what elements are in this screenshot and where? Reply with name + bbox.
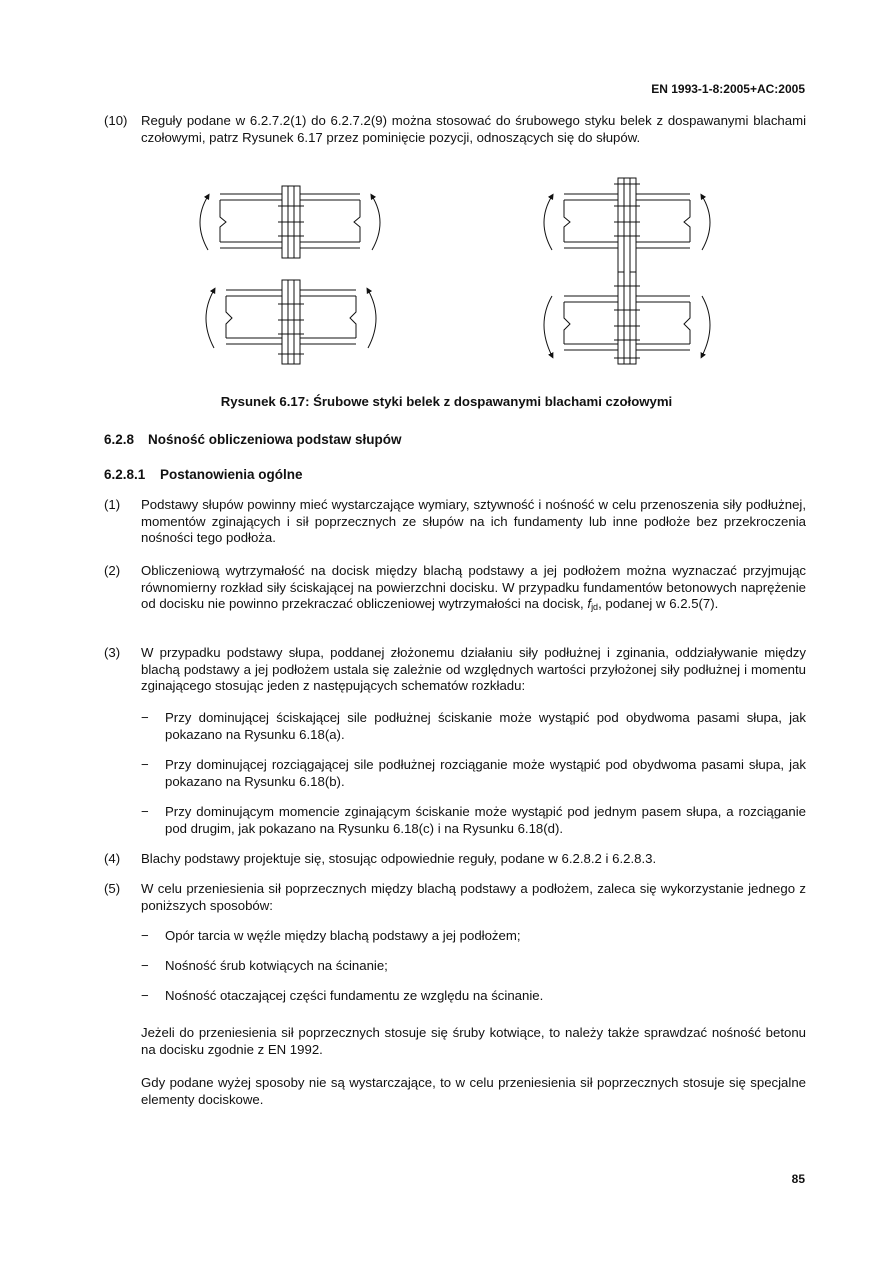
list-item: − Przy dominującej ściskającej sile podłużnej ściskanie może wystąpić pod obydwoma pasami słupa, jak pokazano na Rysunku 6.18(a). <box>141 710 806 742</box>
page-number: 85 <box>791 1172 805 1186</box>
paragraph-5 <box>104 881 806 914</box>
paragraph-number: (1) <box>104 497 121 512</box>
paragraph-text: W przypadku podstawy słupa, poddanej złożonemu działaniu siły podłużnej i zginania, oddziaływanie między blachą podstawy a jej podłożem ustala się zależnie od względnych wartości przyłożonej siły podłużnej i momentu zginającego stosując jeden z następujących schematów rozkładu: <box>141 645 806 694</box>
paragraph-2 <box>104 563 806 616</box>
note-shear-elements: Gdy podane wyżej sposoby nie są wystarczające, to w celu przeniesienia sił poprzecznych stosuje się specjalne elementy dociskowe. <box>141 1075 806 1107</box>
paragraph-text: Podstawy słupów powinny mieć wystarczające wymiary, sztywność i nośność w celu przenoszenia siły podłużnej, momentów zginających i sił poprzecznych ze słupów na ich fundamenty lub inne podłoże bez przekroczenia nośności tego podłoża. <box>141 497 806 546</box>
list-item: − Przy dominującym momencie zginającym ściskanie może wystąpić pod jednym pasem słupa, a rozciąganie pod drugim, jak pokazano na Rysunku 6.18(c) i na Rysunku 6.18(d). <box>141 804 806 836</box>
symbol-f: f <box>587 596 592 612</box>
paragraph-number: (5) <box>104 881 121 896</box>
list-item: − Nośność śrub kotwiących na ścinanie; <box>141 958 388 973</box>
subsection-number: 6.2.8.1 <box>104 467 146 482</box>
splice-left-bottom <box>206 280 376 364</box>
splice-right-bottom <box>544 272 710 364</box>
subsection-heading <box>104 467 303 482</box>
paragraph-3 <box>104 645 806 695</box>
list-item: − Opór tarcia w węźle między blachą podstawy a jej podłożem; <box>141 928 521 943</box>
paragraph-text: W celu przeniesienia sił poprzecznych między blachą podstawy a podłożem, zaleca się wykorzystanie jednego z poniższych sposobów: <box>141 881 806 913</box>
paragraph-10 <box>104 113 806 146</box>
figure-bolted-splices <box>190 172 730 372</box>
paragraph-number: (3) <box>104 645 121 660</box>
paragraph-4 <box>104 851 806 868</box>
list-item: − Przy dominującej rozciągającej sile podłużnej rozciąganie może wystąpić pod obydwoma pasami słupa, jak pokazano na Rysunku 6.18(b). <box>141 757 806 789</box>
paragraph-text: Blachy podstawy projektuje się, stosując odpowiednie reguły, podane w 6.2.8.2 i 6.2.8.3. <box>141 851 657 866</box>
section-title: Nośność obliczeniowa podstaw słupów <box>148 432 402 447</box>
section-heading <box>104 432 402 447</box>
section-number: 6.2.8 <box>104 432 135 447</box>
symbol-subscript: jd <box>591 602 599 613</box>
subsection-title: Postanowienia ogólne <box>160 467 303 482</box>
paragraph-number: (2) <box>104 563 121 578</box>
splice-left-top <box>200 186 380 258</box>
paragraph-number: (10) <box>104 113 128 128</box>
list-item: − Nośność otaczającej części fundamentu ze względu na ścinanie. <box>141 988 544 1003</box>
splice-right-top <box>544 178 710 272</box>
note-anchor-bolts: Jeżeli do przeniesienia sił poprzecznych stosuje się śruby kotwiące, to należy także sprawdzać nośność betonu na docisku zgodnie z EN 1992. <box>141 1025 806 1057</box>
document-header: EN 1993-1-8:2005+AC:2005 <box>651 82 805 96</box>
paragraph-1 <box>104 497 806 547</box>
paragraph-text: Reguły podane w 6.2.7.2(1) do 6.2.7.2(9) można stosować do śrubowego styku belek z dospawanymi blachami czołowymi, patrz Rysunek 6.17 przez pominięcie pozycji, odnoszących się do słupów. <box>141 113 806 145</box>
paragraph-text: Obliczeniową wytrzymałość na docisk między blachą podstawy a jej podłożem można wyznaczać przyjmując równomierny rozkład siły ściskającej na powierzchni docisku. W przypadku fundamentów betonowych naprężenie od docisku nie powinno przekraczać obliczeniowej wytrzymałości na docisk, $f_{jd}$, podanej w 6.2.5(7). <box>141 563 806 613</box>
paragraph-number: (4) <box>104 851 121 866</box>
figure-caption: Rysunek 6.17: Śrubowe styki belek z dospawanymi blachami czołowymi <box>220 394 673 409</box>
